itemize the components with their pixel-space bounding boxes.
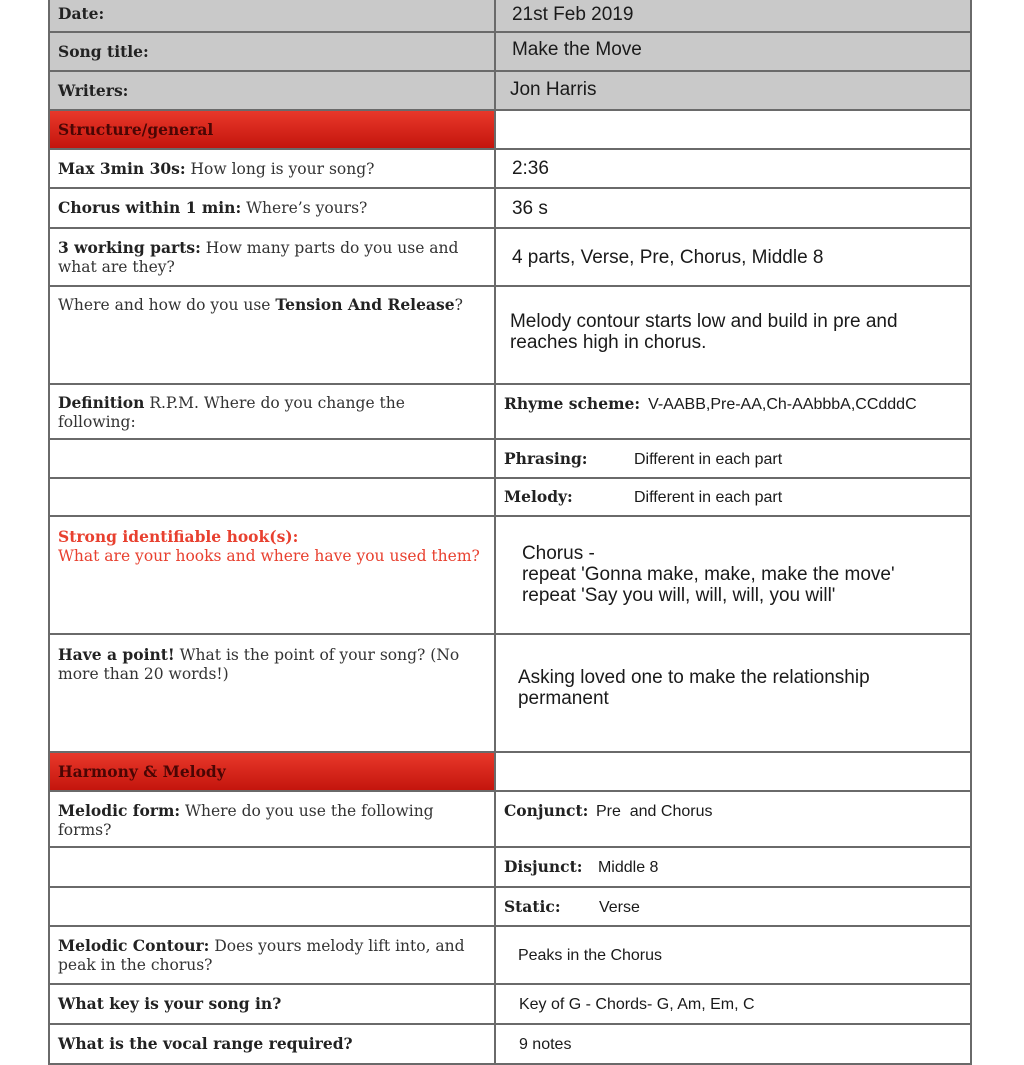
contour-question: Does yours melody lift into, and peak in the chorus? [58, 937, 465, 974]
max-length-bold: Max 3min 30s: [58, 159, 186, 178]
chorus-within-row [49, 188, 971, 228]
rhyme-scheme-label: Rhyme scheme: [503, 394, 641, 413]
writers-label: Writers: [58, 81, 129, 100]
contour-bold: Melodic Contour: [58, 936, 210, 955]
key-value: Key of G - Chords- G, Am, Em, C [518, 996, 755, 1013]
tension-question-start: Where and how do you use [58, 296, 276, 314]
working-parts-question: How many parts do you use and what are they? [58, 239, 459, 276]
writers-row [49, 71, 971, 110]
key-row [49, 984, 971, 1024]
melody-value: Different in each part [633, 489, 783, 506]
disjunct-label: Disjunct: [503, 857, 583, 876]
max-length-question: How long is your song? [185, 160, 375, 178]
max-length-value: 2:36 [511, 158, 549, 179]
definition-question: R.P.M. Where do you change the following: [58, 394, 405, 431]
range-row [49, 1024, 971, 1064]
song-review-form [48, 0, 972, 1065]
range-label: What is the vocal range required? [58, 1034, 353, 1053]
date-label: Date: [58, 4, 105, 23]
static-value: Verse [598, 899, 640, 916]
disjunct-row [49, 847, 971, 887]
section-structure-row [49, 110, 971, 149]
point-bold: Have a point! [58, 645, 175, 664]
tension-value-line1: Melody contour starts low and build in pre and [509, 311, 898, 332]
conjunct-value: Pre and Chorus [595, 803, 713, 820]
rhyme-scheme-value: V-AABB,Pre-AA,Ch-AAbbbA,CCdddC [648, 396, 917, 413]
tension-row [49, 286, 971, 384]
point-value-line1: Asking loved one to make the relationship [517, 667, 870, 688]
hooks-bold: Strong identifiable hook(s): [58, 527, 299, 546]
phrasing-row [49, 439, 971, 478]
phrasing-label: Phrasing: [503, 449, 588, 468]
hooks-row [49, 516, 971, 634]
key-label: What key is your song in? [58, 994, 282, 1013]
static-label: Static: [503, 897, 561, 916]
section-harmony-title: Harmony & Melody [58, 762, 226, 781]
point-row [49, 634, 971, 752]
definition-bold: Definition [58, 393, 145, 412]
writers-value: Jon Harris [509, 79, 597, 100]
chorus-within-bold: Chorus within 1 min: [58, 198, 242, 217]
melody-label: Melody: [503, 487, 573, 506]
tension-value-line2: reaches high in chorus. [509, 332, 707, 353]
song-title-label: Song title: [58, 42, 149, 61]
conjunct-label: Conjunct: [503, 801, 589, 820]
melodic-form-question: Where do you use the following forms? [58, 802, 434, 839]
section-harmony-row [49, 752, 971, 791]
date-value: 21st Feb 2019 [511, 4, 634, 25]
hooks-value-line1: Chorus - [521, 543, 595, 564]
hooks-value-line2: repeat 'Gonna make, make, make the move' [521, 564, 895, 585]
point-question: What is the point of your song? (No more than 20 words!) [58, 646, 460, 683]
chorus-within-value: 36 s [511, 198, 548, 219]
static-row [49, 887, 971, 926]
hooks-question: What are your hooks and where have you used them? [58, 547, 480, 565]
phrasing-value: Different in each part [633, 451, 783, 468]
max-length-row [49, 149, 971, 188]
tension-bold: Tension And Release [275, 295, 455, 314]
point-value-line2: permanent [517, 688, 609, 709]
melodic-form-row [49, 791, 971, 847]
definition-row [49, 384, 971, 439]
disjunct-value: Middle 8 [597, 859, 659, 876]
contour-value: Peaks in the Chorus [517, 947, 663, 964]
contour-row [49, 926, 971, 984]
tension-question-end: ? [454, 296, 463, 314]
section-structure-title: Structure/general [58, 120, 214, 139]
chorus-within-question: Where’s yours? [241, 199, 368, 217]
working-parts-row [49, 228, 971, 286]
melody-row [49, 478, 971, 516]
working-parts-bold: 3 working parts: [58, 238, 201, 257]
song-title-value: Make the Move [511, 39, 642, 60]
date-row [49, 0, 971, 32]
song-title-row [49, 32, 971, 71]
melodic-form-bold: Melodic form: [58, 801, 181, 820]
working-parts-value: 4 parts, Verse, Pre, Chorus, Middle 8 [511, 247, 824, 268]
hooks-value-line3: repeat 'Say you will, will, will, you will' [521, 585, 836, 606]
form-table [48, 0, 972, 1065]
range-value: 9 notes [518, 1036, 572, 1053]
